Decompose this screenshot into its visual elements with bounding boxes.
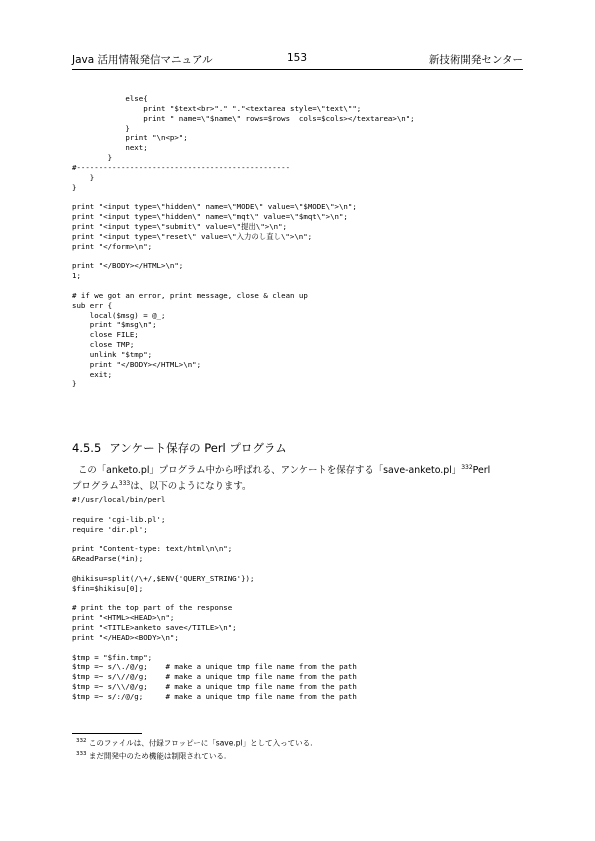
section-number: 4.5.5 xyxy=(72,441,102,455)
footnote-mark: 332 xyxy=(76,738,87,744)
page-header xyxy=(72,52,523,68)
footnotes xyxy=(76,736,312,761)
footnote-rule xyxy=(72,733,142,734)
body-paragraph xyxy=(72,461,527,493)
section-heading xyxy=(72,440,287,456)
section-title: アンケート保存の Perl プログラム xyxy=(109,441,287,455)
footnote-text: まだ開発中のため機能は制限されている. xyxy=(88,751,227,760)
paragraph-text-2: Perl xyxy=(472,465,491,477)
footnote-mark: 333 xyxy=(76,750,87,757)
page-number: 153 xyxy=(287,52,308,64)
paragraph-text-4: は、以下のようになります。 xyxy=(130,481,252,493)
footnote-ref-333: 333 xyxy=(118,480,131,488)
paragraph-text-1: この「anketo.pl」プログラム中から呼ばれる、アンケートを保存する「save-anketo.pl」 xyxy=(77,465,462,477)
footnote xyxy=(76,749,312,762)
header-rule xyxy=(72,69,523,70)
code-listing-anketo: else{ print "$text<br>"." "."<textarea style=\"text\""; print " name=\"$name\" rows=$rows cols=$cols></textarea>\n"; } print "\n<p>"; next; } #------------------------------------------------ } } print "<input type=\"hidden\" name=\"MODE\" value=\"$MODE\">\n"; print "<input type=\"hidden\" name=\"mqt\" value=\"$mqt\">\n"; print "<input type=\"submit\" value=\"提出\">\n"; print "<input type=\"reset\" value=\"入力のし直し\">\n"; print "</form>\n"; print "</BODY></HTML>\n"; 1; # if we got an error, print message, close & clean up sub err { local($msg) = @_; print "$msg\n"; close FILE; close TMP; unlink "$tmp"; print "</BODY></HTML>\n"; exit; } xyxy=(72,94,415,389)
code-listing-save-anketo: #!/usr/local/bin/perl require 'cgi-lib.pl'; require 'dir.pl'; print "Content-type: text/html\n\n"; &ReadParse(*in); @hikisu=split(/\+/,$ENV{'QUERY_STRING'}); $fin=$hikisu[0]; # print the top part of the response print "<HTML><HEAD>\n"; print "<TITLE>anketo save</TITLE>\n"; print "</HEAD><BODY>\n"; $tmp = "$fin.tmp"; $tmp =~ s/\./@/g; # make a unique tmp file name from the path $tmp =~ s/\//@/g; # make a unique tmp file name from the path $tmp =~ s/\\/@/g; # make a unique tmp file name from the path $tmp =~ s/:/@/g; # make a unique tmp file name from the path xyxy=(72,495,357,701)
footnote xyxy=(76,736,312,749)
header-title: Java 活用情報発信マニュアル xyxy=(72,54,213,66)
header-organization: 新技術開発センター xyxy=(428,54,523,66)
footnote-text: このファイルは、付録フロッピーに「save.pl」として入っている. xyxy=(88,738,313,748)
footnote-ref-332: 332 xyxy=(461,464,473,471)
paragraph-text-3: プログラム xyxy=(72,481,119,493)
